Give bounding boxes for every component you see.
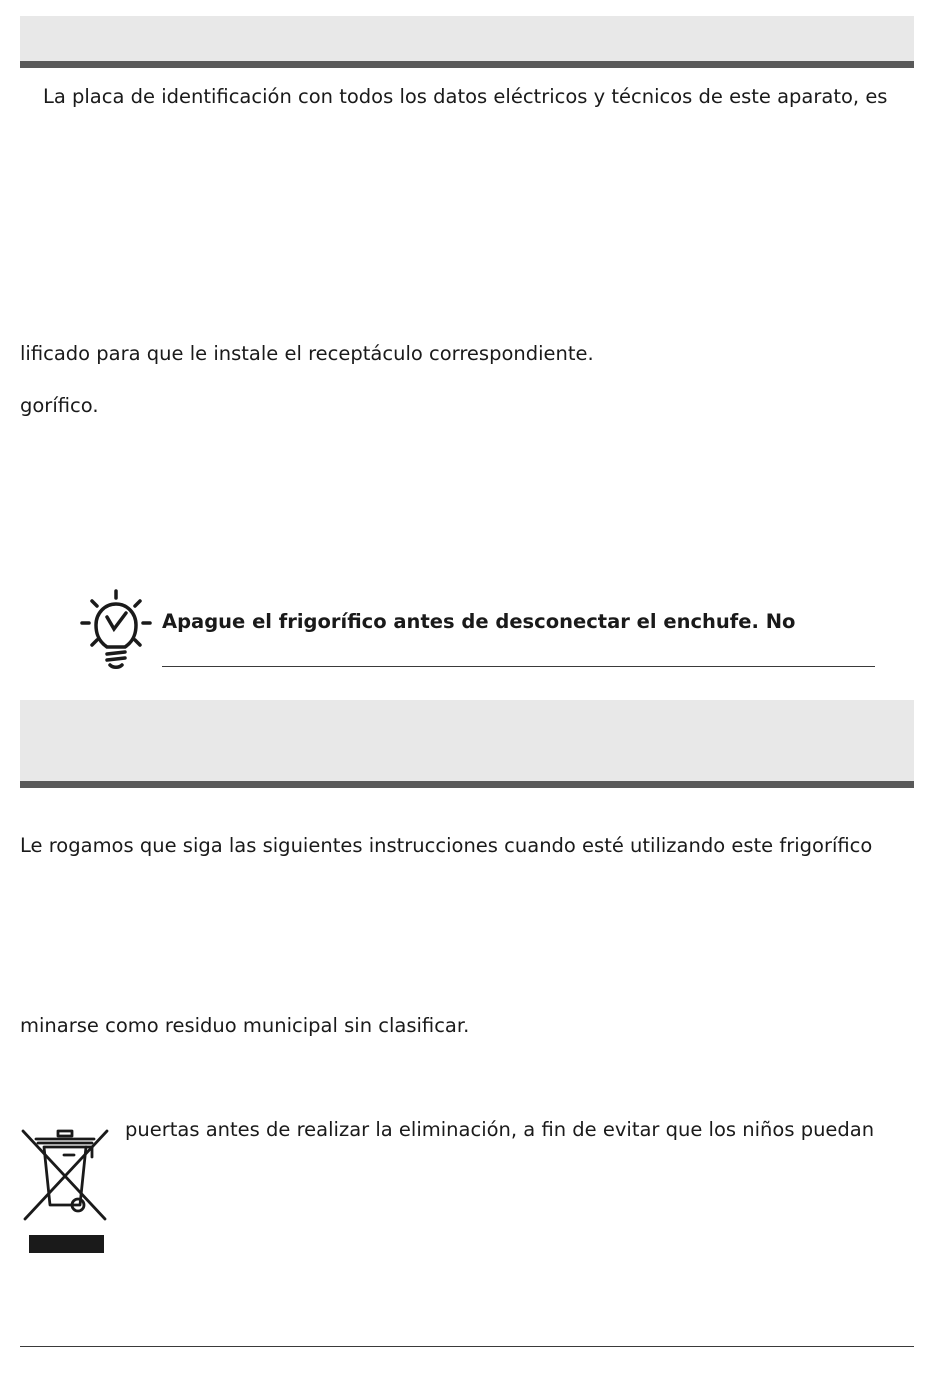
tip-underline bbox=[162, 666, 875, 667]
crossed-out-wheelie-bin-icon bbox=[20, 1125, 110, 1255]
section-header-band bbox=[20, 700, 914, 781]
usage-instructions-line: Le rogamos que siga las siguientes instrucciones cuando esté utilizando este frigorífico bbox=[20, 834, 873, 857]
footer-rule bbox=[20, 1346, 914, 1347]
section-header-band bbox=[20, 16, 914, 61]
door-removal-paragraph-line: puertas antes de realizar la eliminación, a fin de evitar que los niños puedan bbox=[125, 1118, 875, 1141]
section-header-rule bbox=[20, 781, 914, 788]
lightbulb-check-icon bbox=[80, 589, 152, 669]
receptacle-paragraph-line: lificado para que le instale el receptáculo correspondiente. bbox=[20, 342, 594, 365]
nameplate-paragraph-line: La placa de identificación con todos los datos eléctricos y técnicos de este aparato, es bbox=[43, 85, 888, 108]
fridge-paragraph-line: gorífico. bbox=[20, 394, 99, 417]
tip-text: Apague el frigorífico antes de desconectar el enchufe. No bbox=[162, 610, 796, 633]
disposal-paragraph-line: minarse como residuo municipal sin clasificar. bbox=[20, 1014, 470, 1037]
section-header-rule bbox=[20, 61, 914, 68]
